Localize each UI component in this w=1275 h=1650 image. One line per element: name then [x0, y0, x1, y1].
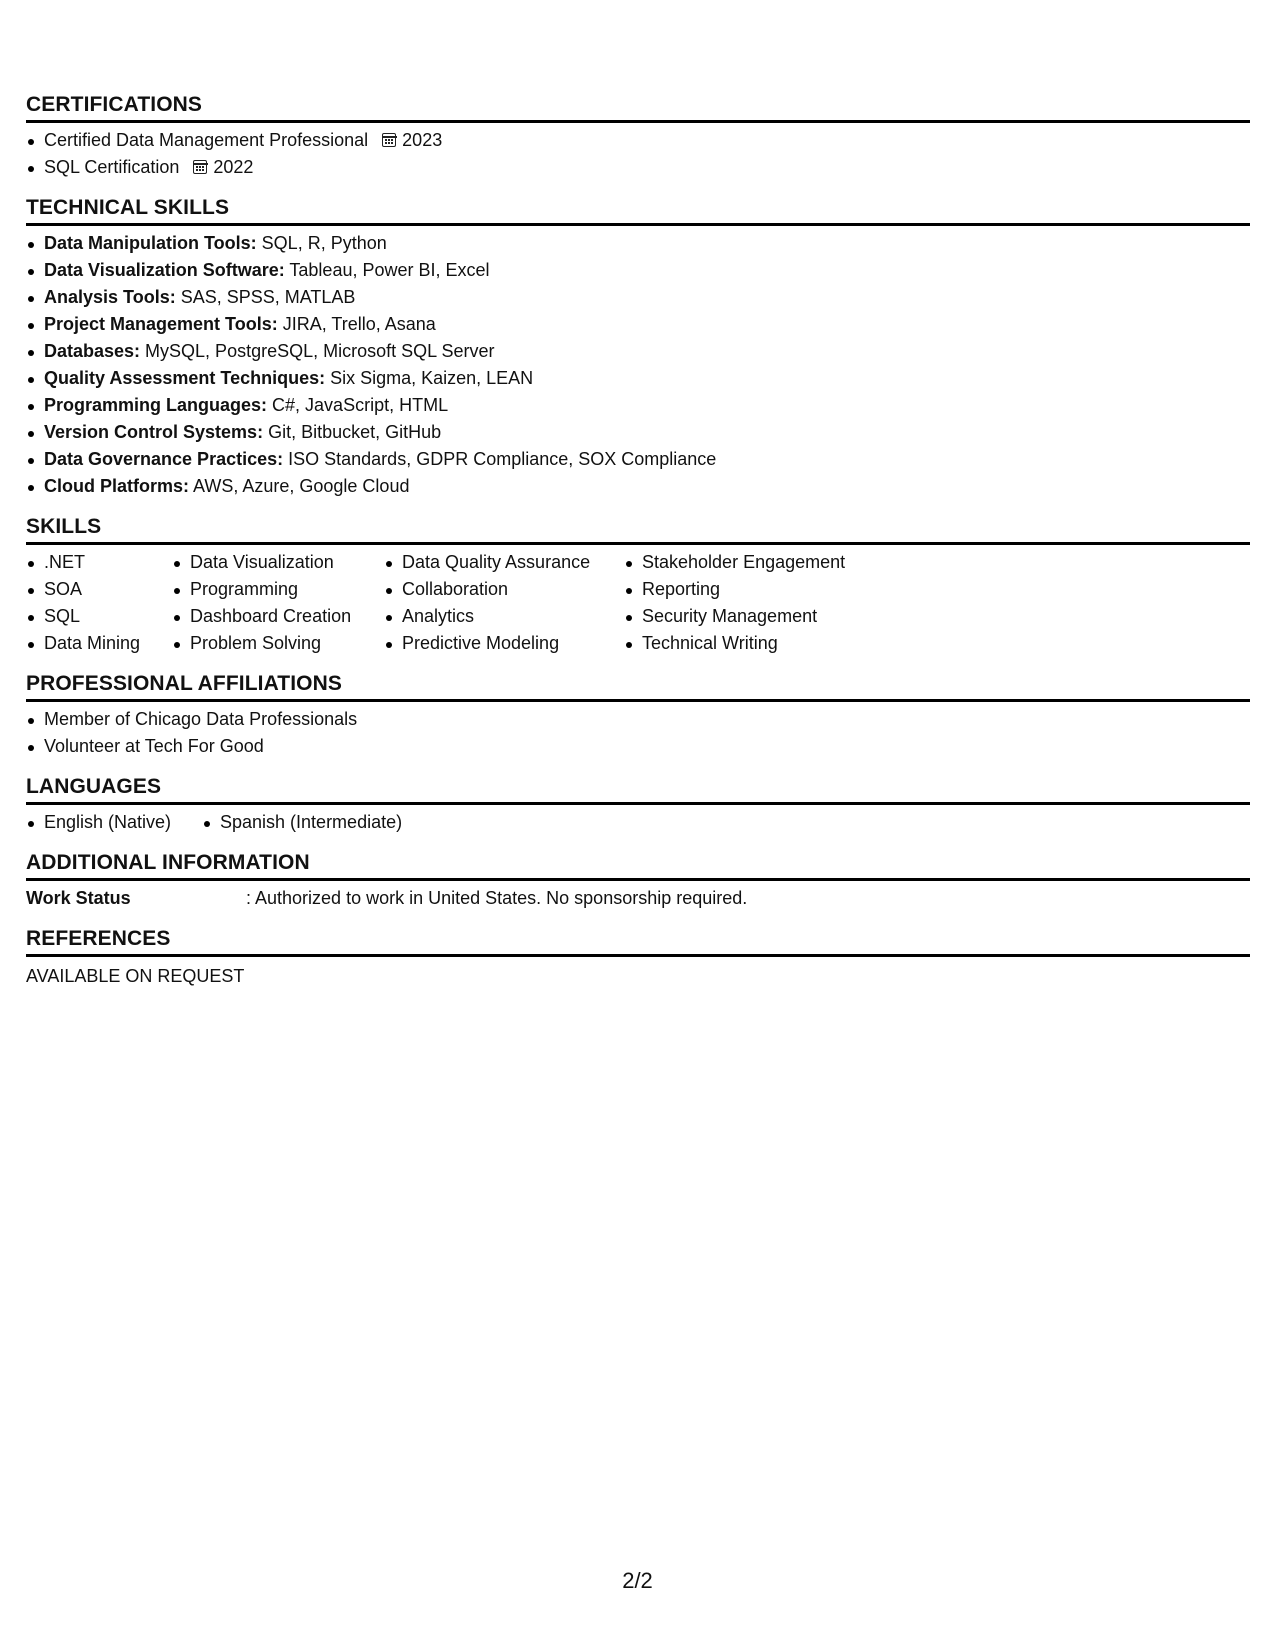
technical-skill-value: SAS, SPSS, MATLAB	[175, 287, 356, 307]
technical-skill-item	[26, 230, 1250, 257]
certifications-list	[26, 127, 1250, 181]
affiliations-list	[26, 706, 1250, 760]
technical-skill-value: ISO Standards, GDPR Compliance, SOX Compliance	[283, 449, 717, 469]
skill-item: .NET	[26, 549, 172, 576]
affiliations-section	[26, 671, 1250, 760]
work-status-value: : Authorized to work in United States. No sponsorship required.	[246, 888, 748, 908]
technical-skill-item	[26, 392, 1250, 419]
technical-skill-item	[26, 284, 1250, 311]
technical-skill-value: Tableau, Power BI, Excel	[284, 260, 490, 280]
references-section	[26, 926, 1250, 990]
technical-skill-label: Programming Languages:	[44, 395, 268, 415]
section-title-certifications: CERTIFICATIONS	[26, 92, 1250, 123]
language-item: Spanish (Intermediate)	[202, 809, 402, 836]
calendar-icon	[382, 133, 396, 147]
technical-skill-value: Six Sigma, Kaizen, LEAN	[325, 368, 534, 388]
technical-skill-item	[26, 473, 1250, 500]
technical-skills-section	[26, 195, 1250, 500]
work-status-row	[26, 885, 1250, 912]
technical-skill-value: AWS, Azure, Google Cloud	[189, 476, 410, 496]
technical-skill-value: C#, JavaScript, HTML	[267, 395, 449, 415]
skill-item: SOA	[26, 576, 172, 603]
technical-skill-label: Project Management Tools:	[44, 314, 278, 334]
languages-section	[26, 774, 1250, 836]
language-item: English (Native)	[26, 809, 202, 836]
skills-column	[26, 549, 172, 657]
technical-skill-item	[26, 338, 1250, 365]
languages-list	[202, 809, 402, 836]
technical-skill-label: Quality Assessment Techniques:	[44, 368, 326, 388]
technical-skill-label: Databases:	[44, 341, 141, 361]
technical-skills-list	[26, 230, 1250, 500]
technical-skill-value: MySQL, PostgreSQL, Microsoft SQL Server	[140, 341, 495, 361]
skill-item: Data Quality Assurance	[384, 549, 624, 576]
resume-page	[26, 92, 1250, 990]
skill-item: Technical Writing	[624, 630, 884, 657]
certification-item	[26, 127, 1250, 154]
certification-item	[26, 154, 1250, 181]
technical-skill-item	[26, 419, 1250, 446]
technical-skill-label: Version Control Systems:	[44, 422, 264, 442]
languages-list	[26, 809, 202, 836]
skills-grid	[26, 549, 1250, 657]
technical-skill-item	[26, 311, 1250, 338]
skill-item: SQL	[26, 603, 172, 630]
technical-skill-item	[26, 446, 1250, 473]
technical-skill-label: Data Governance Practices:	[44, 449, 284, 469]
certification-year: 2022	[213, 157, 254, 177]
skill-item: Stakeholder Engagement	[624, 549, 884, 576]
references-text: AVAILABLE ON REQUEST	[26, 966, 245, 986]
certification-name: SQL Certification	[44, 157, 180, 177]
technical-skill-label: Cloud Platforms:	[44, 476, 190, 496]
technical-skill-item	[26, 365, 1250, 392]
additional-info-section	[26, 850, 1250, 912]
skill-item: Analytics	[384, 603, 624, 630]
skill-item: Programming	[172, 576, 384, 603]
skill-item: Dashboard Creation	[172, 603, 384, 630]
technical-skill-value: Git, Bitbucket, GitHub	[263, 422, 442, 442]
skills-column	[384, 549, 624, 657]
certification-name: Certified Data Management Professional	[44, 130, 369, 150]
skills-column	[172, 549, 384, 657]
skill-item: Data Mining	[26, 630, 172, 657]
skill-item: Collaboration	[384, 576, 624, 603]
section-title-additional-info: ADDITIONAL INFORMATION	[26, 850, 1250, 881]
section-title-technical-skills: TECHNICAL SKILLS	[26, 195, 1250, 226]
calendar-icon	[193, 160, 207, 174]
page-number: 2/2	[622, 1568, 653, 1593]
technical-skill-label: Analysis Tools:	[44, 287, 176, 307]
skill-item: Data Visualization	[172, 549, 384, 576]
certification-year: 2023	[402, 130, 443, 150]
certifications-section	[26, 92, 1250, 181]
section-title-languages: LANGUAGES	[26, 774, 1250, 805]
section-title-skills: SKILLS	[26, 514, 1250, 545]
section-title-affiliations: PROFESSIONAL AFFILIATIONS	[26, 671, 1250, 702]
technical-skill-label: Data Manipulation Tools:	[44, 233, 257, 253]
technical-skill-value: SQL, R, Python	[256, 233, 387, 253]
skills-column	[624, 549, 884, 657]
skill-item: Predictive Modeling	[384, 630, 624, 657]
section-title-references: REFERENCES	[26, 926, 1250, 957]
technical-skill-label: Data Visualization Software:	[44, 260, 285, 280]
technical-skill-item	[26, 257, 1250, 284]
technical-skill-value: JIRA, Trello, Asana	[277, 314, 436, 334]
affiliation-item: Volunteer at Tech For Good	[26, 733, 1250, 760]
work-status-label: Work Status	[26, 888, 131, 908]
skill-item: Reporting	[624, 576, 884, 603]
languages-row	[26, 809, 1250, 836]
skill-item: Problem Solving	[172, 630, 384, 657]
skill-item: Security Management	[624, 603, 884, 630]
affiliation-item: Member of Chicago Data Professionals	[26, 706, 1250, 733]
skills-section	[26, 514, 1250, 657]
